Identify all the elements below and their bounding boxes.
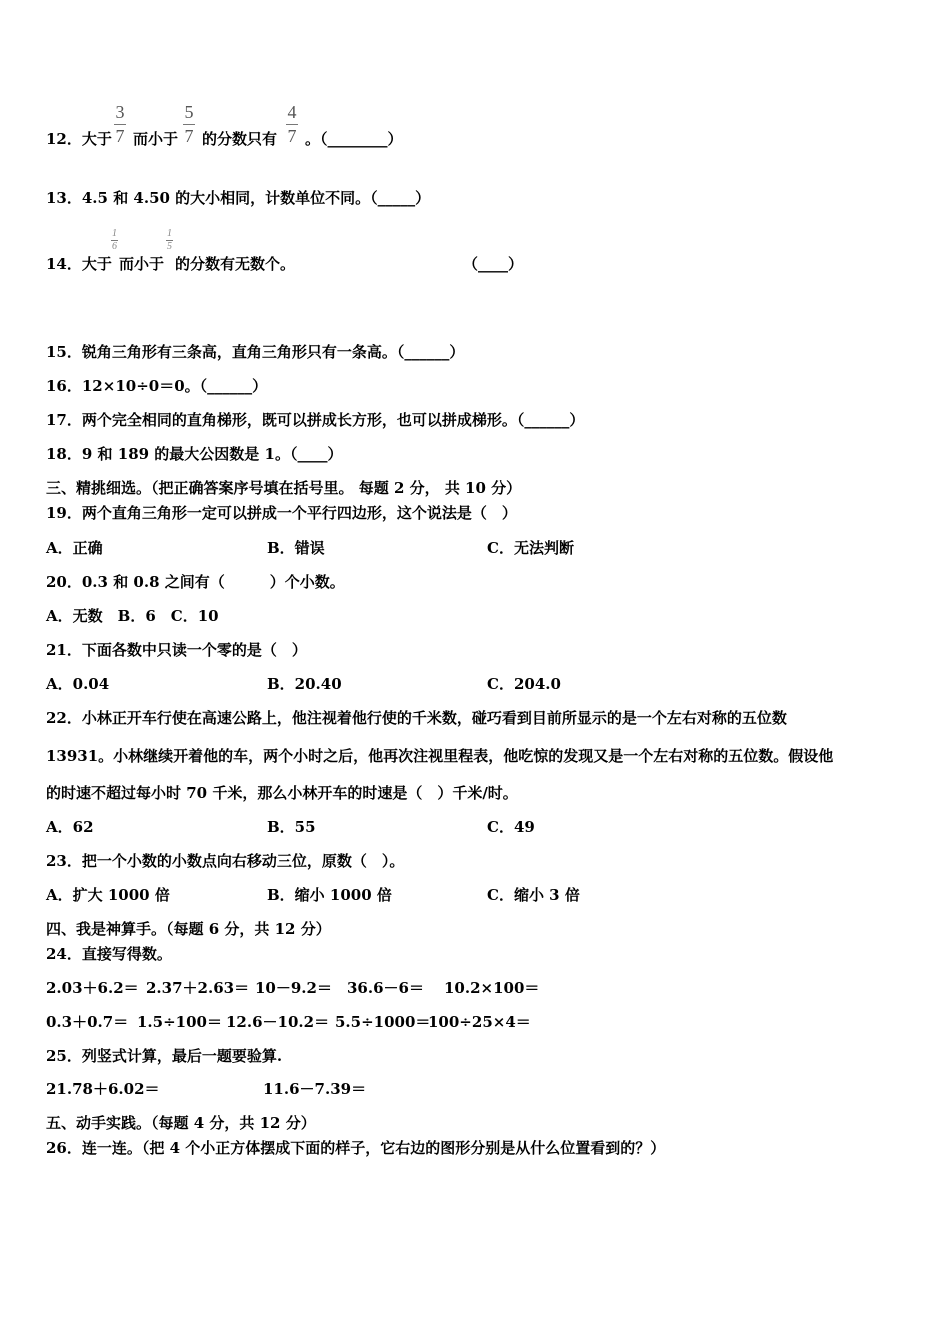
option-b: B．20.40 bbox=[267, 675, 342, 693]
calc-item: 36.6－6＝ bbox=[347, 979, 424, 997]
calc-item: 2.37＋2.63＝ bbox=[146, 979, 250, 997]
q14-fraction-1 bbox=[111, 229, 118, 252]
denominator: 6 bbox=[112, 241, 117, 252]
option-b: B．错误 bbox=[267, 539, 325, 557]
calc-item: 21.78＋6.02＝ bbox=[46, 1080, 160, 1098]
option-c: C．缩小 3 倍 bbox=[487, 886, 580, 904]
question-17: 17．两个完全相同的直角梯形，既可以拼成长方形，也可以拼成梯形。（______） bbox=[46, 411, 585, 429]
q14-text-b: 而小于 bbox=[119, 255, 165, 273]
calc-item: 10－9.2＝ bbox=[255, 979, 332, 997]
q12-fraction-2 bbox=[183, 103, 195, 145]
section-5-heading: 五、动手实践。（每题 4 分，共 12 分） bbox=[46, 1114, 316, 1132]
numerator: 3 bbox=[115, 102, 125, 122]
numerator: 1 bbox=[112, 228, 117, 239]
numerator: 4 bbox=[287, 102, 297, 122]
q14-fraction-2 bbox=[166, 229, 173, 252]
question-24-stem: 24．直接写得数。 bbox=[46, 945, 172, 963]
q12-text-c: 的分数只有 bbox=[202, 130, 278, 148]
calc-item: 5.5÷1000＝ bbox=[335, 1013, 431, 1031]
denominator: 7 bbox=[115, 126, 125, 146]
question-20-stem: 20．0.3 和 0.8 之间有（ ）个小数。 bbox=[46, 573, 345, 591]
question-23-stem: 23．把一个小数的小数点向右移动三位，原数（ ）。 bbox=[46, 852, 405, 870]
question-25-stem: 25．列竖式计算，最后一题要验算. bbox=[46, 1047, 283, 1065]
q14-text-c: 的分数有无数个。 bbox=[175, 255, 296, 273]
calc-item: 10.2×100＝ bbox=[444, 979, 540, 997]
numerator: 1 bbox=[167, 228, 172, 239]
q12-fraction-1 bbox=[114, 103, 126, 145]
calc-item: 12.6－10.2＝ bbox=[226, 1013, 330, 1031]
denominator: 5 bbox=[167, 241, 172, 252]
question-19-stem: 19．两个直角三角形一定可以拼成一个平行四边形，这个说法是（ ） bbox=[46, 504, 517, 522]
question-15: 15．锐角三角形有三条高，直角三角形只有一条高。（______） bbox=[46, 343, 465, 361]
q12-fraction-3 bbox=[286, 103, 298, 145]
denominator: 7 bbox=[287, 126, 297, 146]
calc-item: 2.03＋6.2＝ bbox=[46, 979, 139, 997]
option-c: C．204.0 bbox=[487, 675, 561, 693]
option-b: B．55 bbox=[267, 818, 316, 836]
q14-answer-blank: （____） bbox=[463, 255, 524, 273]
calc-item: 1.5÷100＝ bbox=[137, 1013, 222, 1031]
question-16: 16．12×10÷0＝0。（______） bbox=[46, 377, 268, 395]
section-4-heading: 四、我是神算手。（每题 6 分，共 12 分） bbox=[46, 920, 331, 938]
option-a: A．0.04 bbox=[46, 675, 110, 693]
option-c: C．49 bbox=[487, 818, 535, 836]
calc-item: 0.3＋0.7＝ bbox=[46, 1013, 129, 1031]
section-3-heading: 三、精挑细选。（把正确答案序号填在括号里。 每题 2 分， 共 10 分） bbox=[46, 479, 522, 497]
option-a: A．正确 bbox=[46, 539, 103, 557]
option-c: C．无法判断 bbox=[487, 539, 574, 557]
option-a: A．扩大 1000 倍 bbox=[46, 886, 170, 904]
calc-item: 100÷25×4＝ bbox=[428, 1013, 531, 1031]
q12-text-b: 而小于 bbox=[133, 130, 179, 148]
q12-answer-blank: 。（________） bbox=[305, 130, 403, 148]
question-22-line-2: 13931。小林继续开着他的车，两个小时之后，他再次注视里程表，他吃惊的发现又是一个左右对称的五位数。假设他 bbox=[46, 747, 834, 765]
question-13: 13．4.5 和 4.50 的大小相同，计数单位不同。（_____） bbox=[46, 189, 431, 207]
option-b: B．缩小 1000 倍 bbox=[267, 886, 392, 904]
q12-text-a: 12．大于 bbox=[46, 130, 112, 148]
question-22-line-3: 的时速不超过每小时 70 千米，那么小林开车的时速是（ ）千米/时。 bbox=[46, 784, 518, 802]
option-a: A．62 bbox=[46, 818, 94, 836]
question-22-line-1: 22．小林正开车行使在高速公路上，他注视着他行使的千米数，碰巧看到目前所显示的是一个左右对称的五位数 bbox=[46, 709, 787, 727]
question-26: 26．连一连。（把 4 个小正方体摆成下面的样子，它右边的图形分别是从什么位置看到的？） bbox=[46, 1139, 666, 1157]
question-21-stem: 21．下面各数中只读一个零的是（ ） bbox=[46, 641, 307, 659]
denominator: 7 bbox=[184, 126, 194, 146]
numerator: 5 bbox=[184, 102, 194, 122]
question-18: 18．9 和 189 的最大公因数是 1。（____） bbox=[46, 445, 343, 463]
calc-item: 11.6－7.39＝ bbox=[263, 1080, 367, 1098]
q14-text-a: 14．大于 bbox=[46, 255, 112, 273]
question-20-options: A．无数 B．6 C．10 bbox=[46, 607, 219, 625]
